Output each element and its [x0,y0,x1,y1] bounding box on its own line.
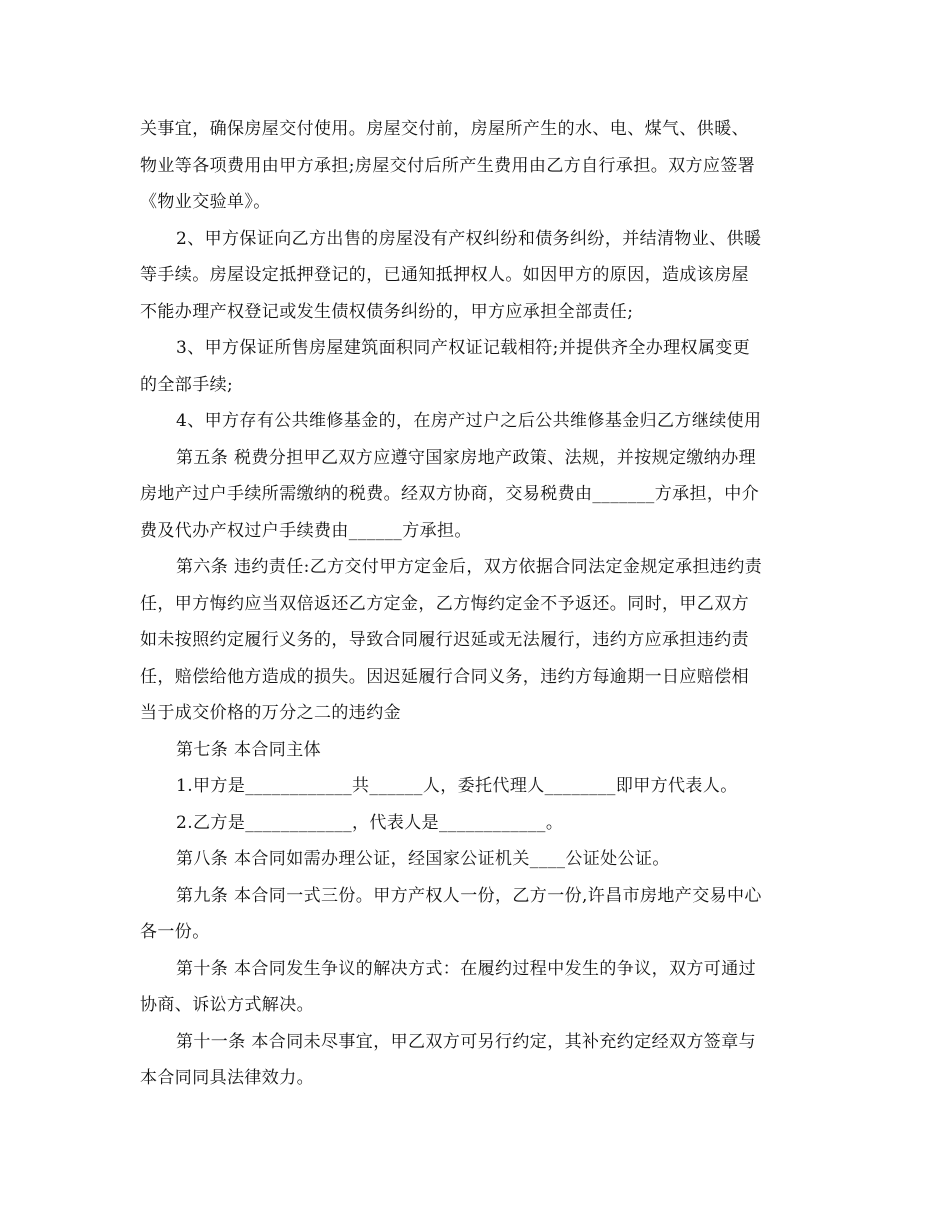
text-line: 3、甲方保证所售房屋建筑面积同产权证记载相符;并提供齐全办理权属变更 [176,338,751,358]
text-line: 1.甲方是____________共______人，委托代理人________即甲方代表人。 [176,776,738,796]
text-line: 第十一条 本合同未尽事宜，甲乙双方可另行约定，其补充约定经双方签章与 [176,1031,757,1052]
text-line: 《物业交验单》。 [140,192,271,212]
text-line: 费及代办产权过户手续费由______方承担。 [140,520,472,541]
text-line: 房地产过户手续所需缴纳的税费。经双方协商，交易税费由_______方承担，中介 [140,484,760,504]
text-line: 各一份。 [140,922,210,942]
text-line: 关事宜，确保房屋交付使用。房屋交付前，房屋所产生的水、电、煤气、供暖、 [140,119,749,139]
text-line: 任，甲方悔约应当双倍返还乙方定金，乙方悔约定金不予返还。同时，甲乙双方 [140,593,749,614]
text-line: 第六条 违约责任:乙方交付甲方定金后，双方依据合同法定金规定承担违约责 [176,557,763,577]
text-line: 2.乙方是____________，代表人是____________。 [176,812,564,833]
text-line: 物业等各项费用由甲方承担;房屋交付后所产生费用由乙方自行承担。双方应签署 [140,155,756,176]
text-line: 不能办理产权登记或发生债权债务纠纷的，甲方应承担全部责任; [140,301,634,322]
text-line: 的全部手续; [140,374,234,395]
text-line: 第八条 本合同如需办理公证，经国家公证机关____公证处公证。 [176,849,670,869]
text-line: 4、甲方存有公共维修基金的，在房产过户之后公共维修基金归乙方继续使用 [176,411,762,431]
text-line: 当于成交价格的万分之二的违约金 [140,703,401,723]
text-line: 等手续。房屋设定抵押登记的，已通知抵押权人。如因甲方的原因，造成该房屋 [140,265,749,285]
text-line: 本合同同具法律效力。 [140,1068,314,1088]
text-line: 任，赔偿给他方造成的损失。因迟延履行合同义务，违约方每逾期一日应赔偿相 [140,666,749,687]
text-line: 第九条 本合同一式三份。甲方产权人一份，乙方一份,许昌市房地产交易中心 [176,885,762,906]
text-line: 2、甲方保证向乙方出售的房屋没有产权纠纷和债务纠纷，并结清物业、供暖 [176,228,762,249]
text-line: 第五条 税费分担甲乙双方应遵守国家房地产政策、法规，并按规定缴纳办理 [176,447,757,468]
contract-body [140,111,812,1097]
text-line: 如未按照约定履行义务的，导致合同履行迟延或无法履行，违约方应承担违约责 [140,630,749,650]
text-line: 第七条 本合同主体 [176,739,322,760]
text-line: 第十条 本合同发生争议的解决方式：在履约过程中发生的争议，双方可通过 [176,958,757,979]
text-line: 协商、诉讼方式解决。 [140,995,314,1015]
